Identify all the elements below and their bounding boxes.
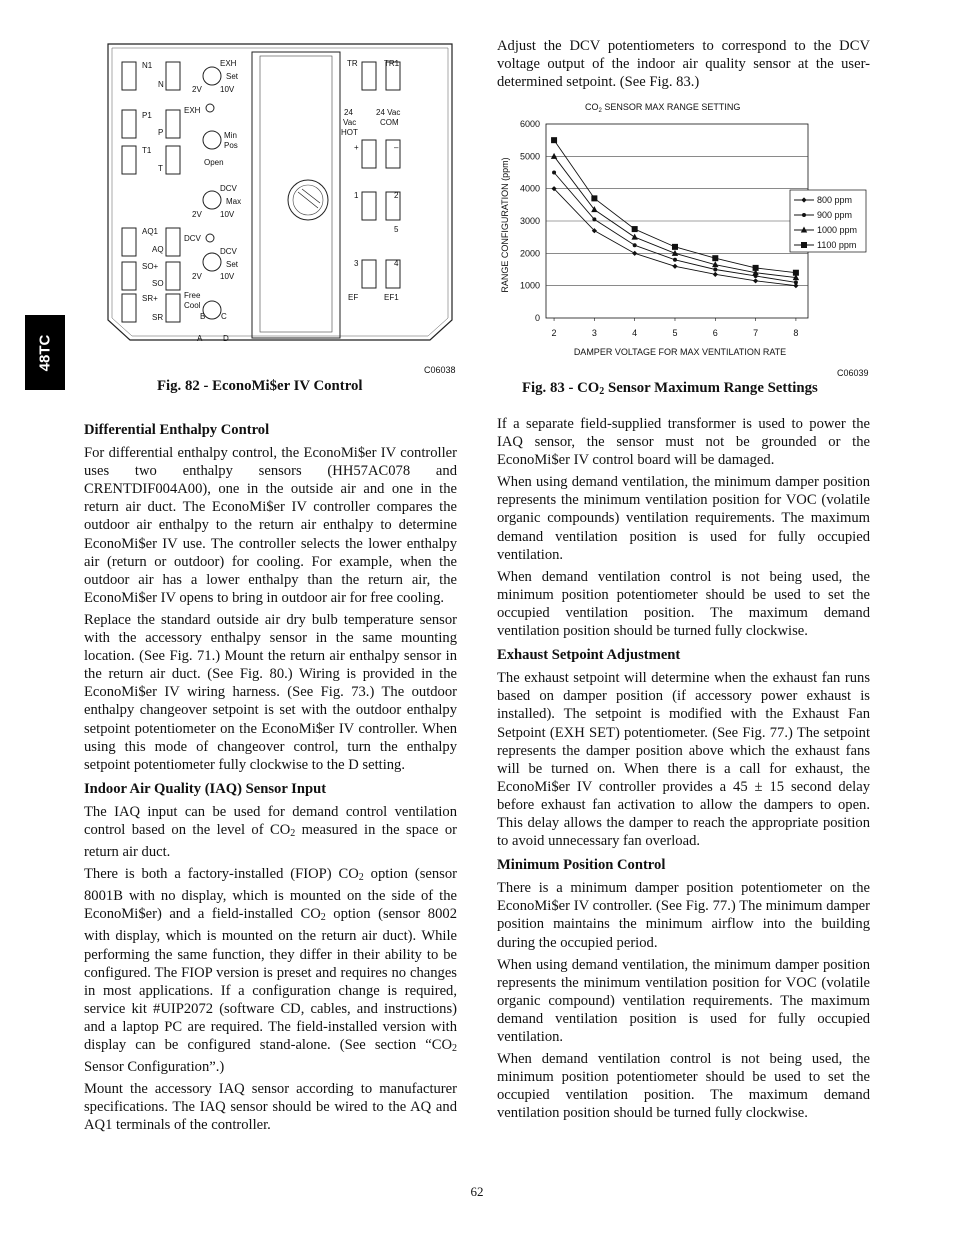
lbl-t: T <box>158 164 163 173</box>
lbl-pos: Pos <box>224 141 238 150</box>
y-tick-label: 5000 <box>519 151 540 162</box>
lbl-exh-set-1: EXH <box>220 59 237 68</box>
marker-square <box>672 244 678 250</box>
x-tick-label: 7 <box>753 328 759 338</box>
lbl-exh-2v: 2V <box>192 85 202 94</box>
lbl-aq: AQ <box>152 245 164 254</box>
lbl-so: SO <box>152 279 164 288</box>
fig82-code: C06038 <box>424 365 456 375</box>
marker-square <box>712 255 718 261</box>
lbl-dcv-max-2: Max <box>226 197 242 206</box>
x-tick-label: 6 <box>712 328 718 338</box>
right-p5: There is a minimum damper position potentiometer on the EconoMi$er IV controller. (See Fig. 77.) The minimum damper position maintains the minimum airflow into the building during the occupied period. <box>497 880 870 951</box>
right-p7: When demand ventilation control is not being used, the minimum position potentiometer should be used to set the occupied ventilation position. The maximum demand ventilation position should be turned fully clockwise. <box>497 1051 870 1122</box>
lbl-term-5: 5 <box>394 225 399 234</box>
fig83-code: C06039 <box>837 368 869 378</box>
side-tab <box>25 315 65 390</box>
marker-square <box>801 242 807 248</box>
lbl-term-3: 3 <box>354 259 359 268</box>
lbl-vac: Vac <box>343 118 357 127</box>
lbl-dcv-max-10v: 10V <box>220 210 235 219</box>
legend-label: 1000 ppm <box>817 225 858 235</box>
x-tick-label: 4 <box>632 328 638 338</box>
lbl-so-plus: SO+ <box>142 262 159 271</box>
lbl-n: N <box>158 80 164 89</box>
x-tick-label: 3 <box>591 328 597 338</box>
marker-square <box>793 270 799 276</box>
x-axis-label: DAMPER VOLTAGE FOR MAX VENTILATION RATE <box>573 347 787 357</box>
lbl-plus: + <box>354 143 359 152</box>
lbl-dcv-max-1: DCV <box>220 184 237 193</box>
lbl-dcv-set-10v: 10V <box>220 272 235 281</box>
lbl-open: Open <box>204 158 224 167</box>
right-p4: The exhaust setpoint will determine when the exhaust fan runs based on damper position (if accessory power exhaust is installed). The setpoint is modified with the Exhaust Fan Setpoint (EXH SET) potentiometer. (See Fig. 77.) The setpoint represents the damper position above which the exhaust fans will be turned on. When there is a call for exhaust, the EconoMi$er IV controller provides a 45 ± 15 second delay before exhaust fan activation to allow the dampers to open. This delay allows the damper to reach the appropriate position to avoid unnecessary fan overload. <box>497 670 870 850</box>
heading-exhaust-setpoint: Exhaust Setpoint Adjustment <box>497 647 681 664</box>
lbl-free: Free <box>184 291 201 300</box>
left-p5: Mount the accessory IAQ sensor according to manufacturer specifications. The IAQ sensor should be wired to the AQ and AQ1 terminals of the controller. <box>84 1081 457 1134</box>
lbl-dcv-set-2v: 2V <box>192 272 202 281</box>
y-tick-label: 0 <box>534 313 540 323</box>
marker-diamond <box>753 278 758 283</box>
lbl-aq1: AQ1 <box>142 227 159 236</box>
lbl-tr1: TR1 <box>384 59 400 68</box>
lbl-ef1: EF1 <box>384 293 399 302</box>
marker-square <box>753 265 759 271</box>
right-p3: When demand ventilation control is not being used, the minimum position potentiometer should be used to set the occupied ventilation position. The maximum demand ventilation position should be turned fully clockwise. <box>497 568 870 640</box>
lbl-minus: – <box>394 143 399 152</box>
lbl-exh-10v: 10V <box>220 85 235 94</box>
lbl-ef: EF <box>348 293 359 302</box>
heading-differential-enthalpy: Differential Enthalpy Control <box>84 422 270 438</box>
marker-dot <box>633 243 637 247</box>
lbl-cool: Cool <box>184 301 201 310</box>
lbl-hot: HOT <box>341 128 358 137</box>
lbl-exh-set-2: Set <box>226 72 239 81</box>
lbl-24: 24 <box>344 108 353 117</box>
left-p1: For differential enthalpy control, the EconoMi$er IV controller uses two enthalpy sensors (HH57AC078 and CRENTDIF004A00), one in the outside air and one in the return air duct. The EconoMi$er IV controller compares the outdoor air enthalpy to the return air enthalpy to determine EconoMi$er IV use. The controller selects the lower enthalpy air (return or outdoor) for cooling. For example, when the outdoor air has a lower enthalpy than the return air, the EconoMi$er IV opens to bring in outdoor air for free cooling. <box>84 445 457 606</box>
marker-triangle <box>551 153 557 159</box>
heading-iaq: Indoor Air Quality (IAQ) Sensor Input <box>84 780 327 797</box>
lbl-sr: SR <box>152 313 164 322</box>
marker-square <box>551 137 557 143</box>
lbl-dcv-max-2v: 2V <box>192 210 202 219</box>
marker-dot <box>794 280 798 284</box>
lbl-tr: TR <box>347 59 358 68</box>
lbl-c: C <box>221 312 227 321</box>
lbl-dcv-led: DCV <box>184 234 201 243</box>
series-line <box>554 189 796 286</box>
marker-square <box>632 226 638 232</box>
heading-minimum-position: Minimum Position Control <box>497 857 666 874</box>
lbl-p: P <box>158 128 164 137</box>
lbl-d: D <box>223 334 229 343</box>
legend-label: 900 ppm <box>817 210 853 220</box>
marker-diamond <box>632 251 637 256</box>
lbl-term-4: 4 <box>394 259 399 268</box>
marker-square <box>591 195 597 201</box>
right-column <box>497 415 870 1126</box>
lbl-exh-led: EXH <box>184 106 201 115</box>
left-p3: The IAQ input can be used for demand control ventilation control based on the level of $CO_2$ measured in the space or return air duct. <box>84 803 457 861</box>
economizer-control-diagram <box>100 42 460 348</box>
y-tick-label: 4000 <box>519 183 540 194</box>
marker-triangle <box>631 234 637 240</box>
x-tick-label: 8 <box>793 328 799 338</box>
lbl-t1: T1 <box>142 146 152 155</box>
lbl-p1: P1 <box>142 111 152 120</box>
marker-dot <box>552 171 556 175</box>
x-tick-label: 5 <box>672 328 678 338</box>
legend-label: 800 ppm <box>817 195 853 205</box>
right-p1: If a separate field-supplied transformer is used to power the IAQ sensor, the sensor must not be grounded or the EconoMi$er IV control board will be damaged. <box>497 416 870 469</box>
right-p6: When using demand ventilation, the minimum damper position represents the minimum ventilation position for VOC (volatile organic compound) ventilation requirements. The maximum demand ventilation position is used for fully occupied ventilation. <box>497 956 870 1045</box>
fig83-caption: Fig. $83 - CO_2$ Sensor Maximum Range Settings <box>522 380 818 397</box>
chart-legend <box>790 190 866 252</box>
y-axis-label: RANGE CONFIGURATION (ppm) <box>500 157 510 293</box>
y-tick-label: 6000 <box>519 119 540 129</box>
side-tab-label: 48TC <box>36 334 54 371</box>
y-tick-label: 3000 <box>519 216 540 226</box>
co2-range-chart <box>490 92 880 380</box>
page-number: 62 <box>470 1184 484 1199</box>
marker-diamond <box>713 272 718 277</box>
right-top-text <box>497 37 870 95</box>
lbl-min: Min <box>224 131 237 140</box>
marker-dot <box>673 258 677 262</box>
marker-dot <box>802 213 806 217</box>
lbl-term-1: 1 <box>354 191 359 200</box>
lbl-dcv-set-2: Set <box>226 260 239 269</box>
x-tick-label: 2 <box>551 328 557 338</box>
lbl-sr-plus: SR+ <box>142 294 158 303</box>
legend-label: 1100 ppm <box>817 240 857 250</box>
lbl-b: B <box>200 312 206 321</box>
lbl-n1: N1 <box>142 61 153 70</box>
fig82-caption: Fig. 82 - EconoMi$er IV Control <box>157 378 363 394</box>
right-p0: Adjust the DCV potentiometers to correspond to the DCV voltage output of the indoor air quality sensor at the user-determined setpoint. (See Fig. 83.) <box>497 38 870 91</box>
left-p4: There is both a factory-installed (FIOP) $CO_2$ option (sensor 8001B with no display, which is mounted on the side of the EconoMi$er) and a field-installed $CO_2$ option (sensor 8002 with display, which is mounted on the return air duct). While performing the same function, they differ in their ability to be configured. The FIOP version is preset and requires no changes in most applications. If a configuration change is required, service kit #UIP2072 (software CD, cables, and instructions) and a laptop PC are required. The field-installed version with display can be configured stand-alone. (See section “$CO_2$ Sensor Configuration”.) <box>84 866 458 1076</box>
y-tick-label: 1000 <box>519 280 540 291</box>
y-tick-label: 2000 <box>519 248 540 259</box>
chart-title: $CO_2$ SENSOR MAX RANGE SETTING <box>585 102 741 114</box>
lbl-com: COM <box>380 118 399 127</box>
left-p2: Replace the standard outside air dry bulb temperature sensor with the accessory enthalpy sensor in the same mounting location. (See Fig. 71.) Mount the return air enthalpy sensor in the return air duct. (See Fig. 80.) Wiring is provided in the EconoMi$er IV wiring harness. (See Fig. 73.) The outdoor enthalpy changeover setpoint is set with the outdoor enthalpy setpoint potentiometer on the EconoMi$er IV controller. When using this mode of changeover control, turn the enthalpy setpoint potentiometer fully clockwise to the D setting. <box>84 611 457 773</box>
lbl-a: A <box>197 334 203 343</box>
lbl-24vac: 24 Vac <box>376 108 401 117</box>
lbl-term-2: 2 <box>394 191 399 200</box>
right-p2: When using demand ventilation, the minimum damper position represents the minimum ventilation position for VOC (volatile organic compounds) ventilation requirements. The maximum demand ventilation position is used for fully occupied ventilation. <box>497 474 870 563</box>
lbl-dcv-set-1: DCV <box>220 247 237 256</box>
marker-diamond <box>672 264 677 269</box>
marker-dot <box>713 268 717 272</box>
left-column <box>84 415 457 1138</box>
marker-dot <box>592 217 596 221</box>
